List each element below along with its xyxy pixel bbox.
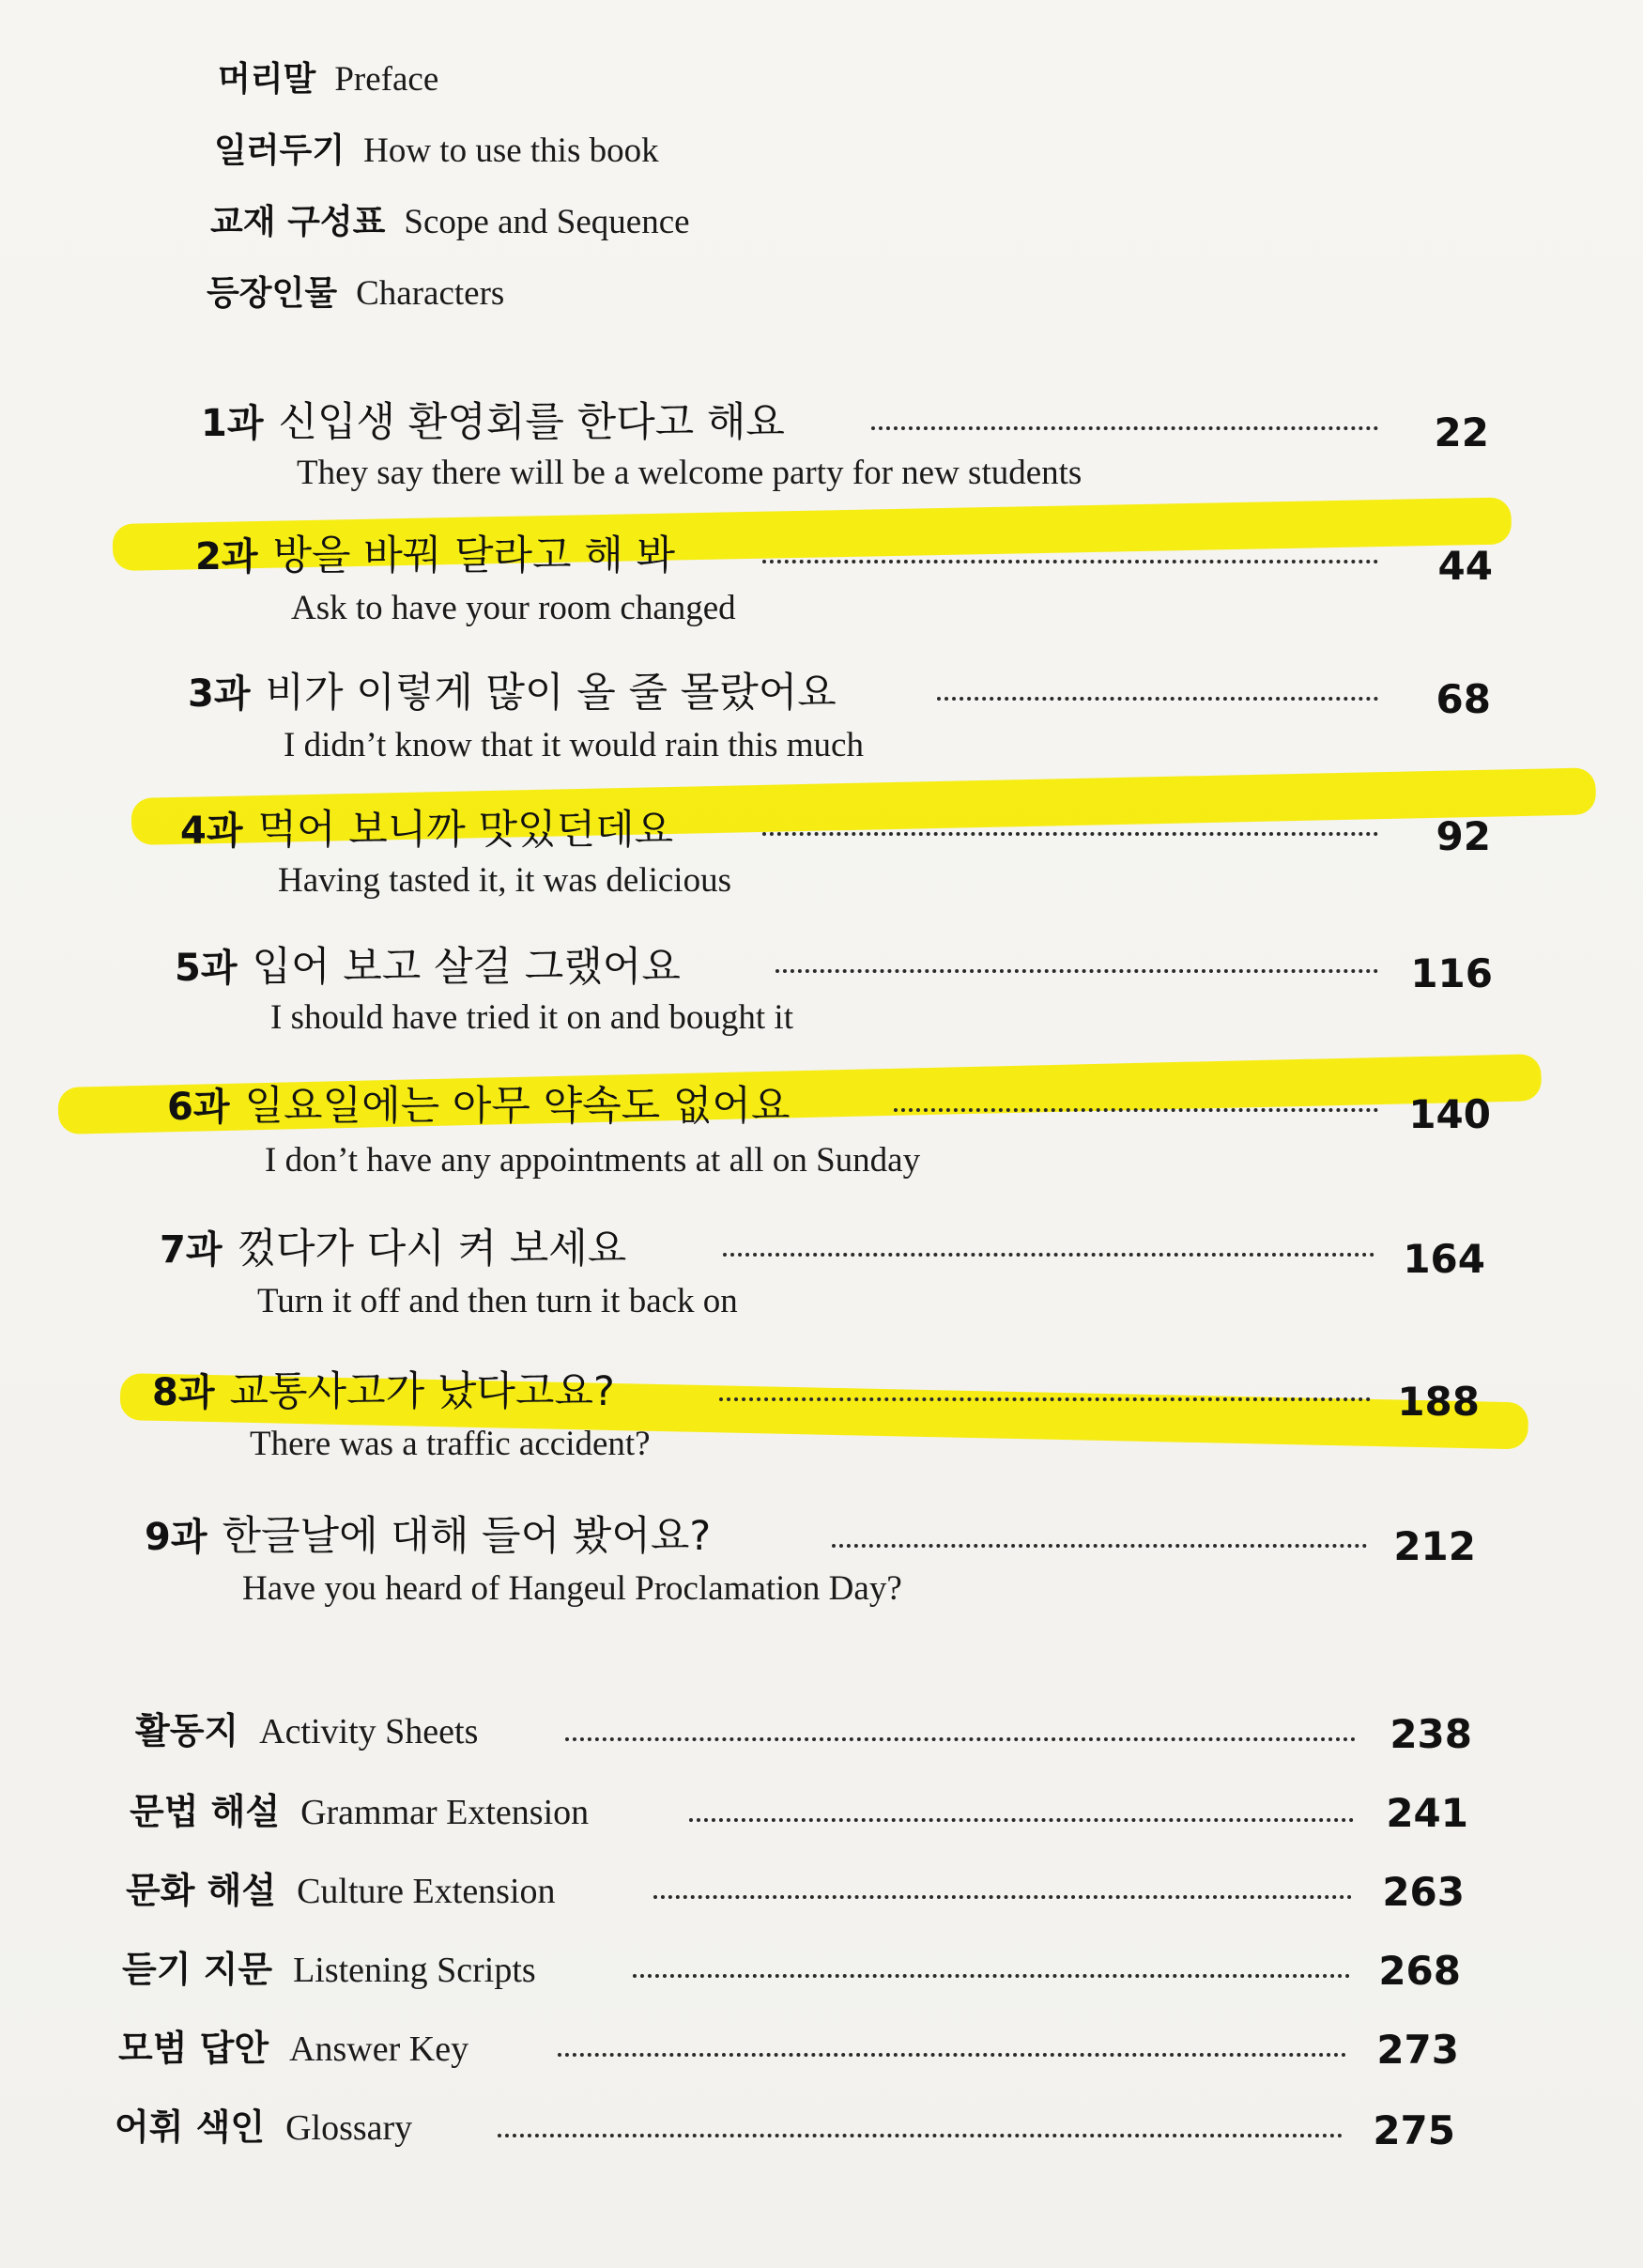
- lesson-page-number: 164: [1403, 1236, 1485, 1282]
- lesson-5[interactable]: [175, 935, 681, 993]
- lesson-8[interactable]: [152, 1360, 615, 1417]
- lesson-number: 7과: [160, 1228, 223, 1272]
- lesson-page-number: 116: [1410, 950, 1493, 996]
- back-item-en: Grammar Extension: [300, 1793, 590, 1832]
- lesson-subtitle: I should have tried it on and bought it: [270, 998, 793, 1037]
- back-item-listening-scripts[interactable]: [122, 1940, 536, 1992]
- front-item-how-to-use[interactable]: [214, 124, 659, 172]
- leader-dots: [894, 1108, 1378, 1112]
- lesson-number: 6과: [167, 1086, 230, 1129]
- back-item-ko: 모범 답안: [118, 2028, 269, 2069]
- back-item-page-number: 241: [1386, 1790, 1468, 1836]
- lesson-subtitle: I don’t have any appointments at all on Sunday: [265, 1141, 921, 1180]
- front-item-ko: 머리말: [218, 60, 316, 99]
- back-item-en: Answer Key: [289, 2029, 469, 2069]
- lesson-3[interactable]: [188, 661, 837, 718]
- back-item-page-number: 275: [1373, 2107, 1455, 2153]
- front-item-en: How to use this book: [363, 131, 659, 170]
- lesson-1[interactable]: [201, 391, 785, 448]
- lesson-page-number: 22: [1434, 409, 1489, 455]
- back-item-en: Listening Scripts: [293, 1951, 536, 1990]
- leader-dots: [689, 1818, 1354, 1822]
- leader-dots: [762, 560, 1378, 563]
- leader-dots: [937, 697, 1378, 701]
- lesson-4[interactable]: [180, 798, 673, 856]
- front-item-en: Preface: [334, 60, 439, 99]
- lesson-subtitle: Turn it off and then turn it back on: [257, 1282, 738, 1320]
- lesson-9[interactable]: [145, 1504, 711, 1562]
- front-item-ko: 교재 구성표: [210, 203, 386, 241]
- back-item-ko: 문화 해설: [126, 1870, 277, 1911]
- back-item-culture-extension[interactable]: [126, 1861, 556, 1913]
- front-item-en: Scope and Sequence: [404, 203, 690, 241]
- leader-dots: [719, 1397, 1371, 1401]
- back-item-page-number: 263: [1382, 1869, 1465, 1915]
- front-item-en: Characters: [356, 274, 505, 313]
- back-item-page-number: 268: [1378, 1948, 1461, 1994]
- back-item-page-number: 273: [1376, 2027, 1459, 2073]
- lesson-7[interactable]: [160, 1217, 626, 1274]
- back-item-ko: 듣기 지문: [122, 1949, 273, 1990]
- lesson-number: 9과: [145, 1516, 207, 1559]
- lesson-number: 8과: [152, 1371, 215, 1414]
- lesson-page-number: 68: [1436, 676, 1491, 722]
- back-item-en: Culture Extension: [297, 1872, 556, 1911]
- back-item-en: Activity Sheets: [259, 1712, 479, 1751]
- back-item-glossary[interactable]: [115, 2098, 412, 2150]
- front-item-ko: 일러두기: [214, 131, 345, 170]
- lesson-2[interactable]: [195, 524, 675, 581]
- lesson-subtitle: There was a traffic accident?: [250, 1425, 651, 1463]
- lesson-number: 2과: [195, 535, 258, 579]
- lesson-title: 일요일에는 아무 약속도 없어요: [244, 1083, 791, 1130]
- lesson-title: 신입생 환영회를 한다고 해요: [278, 399, 785, 446]
- back-item-en: Glossary: [285, 2108, 413, 2148]
- lesson-subtitle: I didn’t know that it would rain this much: [284, 726, 864, 764]
- leader-dots: [565, 1737, 1356, 1741]
- leader-dots: [653, 1895, 1352, 1899]
- lesson-page-number: 188: [1397, 1379, 1480, 1425]
- lesson-number: 3과: [188, 672, 251, 716]
- leader-dots: [723, 1253, 1374, 1257]
- back-item-ko: 문법 해설: [130, 1791, 281, 1832]
- back-item-grammar-extension[interactable]: [130, 1782, 589, 1834]
- lesson-number: 5과: [175, 947, 238, 990]
- leader-dots: [832, 1544, 1367, 1548]
- leader-dots: [633, 1974, 1350, 1978]
- lesson-title: 교통사고가 났다고요?: [229, 1368, 615, 1415]
- leader-dots: [762, 832, 1378, 836]
- lesson-page-number: 92: [1436, 813, 1491, 859]
- back-item-ko: 어휘 색인: [115, 2106, 266, 2148]
- front-item-scope-sequence[interactable]: [210, 195, 690, 243]
- front-item-preface[interactable]: [218, 53, 438, 100]
- lesson-number: 4과: [180, 810, 243, 853]
- lesson-page-number: 140: [1408, 1091, 1491, 1137]
- leader-dots: [871, 426, 1378, 430]
- front-item-characters[interactable]: [207, 267, 504, 315]
- lesson-subtitle: Ask to have your room changed: [291, 589, 736, 627]
- back-item-answer-key[interactable]: [118, 2019, 468, 2071]
- front-item-ko: 등장인물: [207, 274, 338, 313]
- leader-dots: [558, 2053, 1346, 2057]
- back-item-page-number: 238: [1390, 1711, 1472, 1757]
- back-item-ko: 활동지: [135, 1710, 239, 1751]
- lesson-title: 한글날에 대해 들어 봤어요?: [222, 1513, 712, 1560]
- back-item-activity-sheets[interactable]: [135, 1702, 478, 1753]
- lesson-page-number: 44: [1437, 543, 1493, 589]
- lesson-subtitle: They say there will be a welcome party for new students: [297, 454, 1083, 492]
- lesson-title: 방을 바꿔 달라고 해 봐: [272, 532, 675, 579]
- lesson-title: 껐다가 다시 켜 보세요: [237, 1226, 627, 1273]
- leader-dots: [775, 969, 1378, 973]
- lesson-number: 1과: [201, 402, 264, 445]
- lesson-subtitle: Having tasted it, it was delicious: [278, 861, 731, 900]
- lesson-subtitle: Have you heard of Hangeul Proclamation Day?: [242, 1569, 902, 1608]
- lesson-page-number: 212: [1393, 1523, 1476, 1569]
- lesson-title: 비가 이렇게 많이 올 줄 몰랐어요: [265, 670, 837, 717]
- lesson-6[interactable]: [167, 1074, 790, 1132]
- leader-dots: [498, 2134, 1343, 2137]
- lesson-title: 입어 보고 살걸 그랬어요: [252, 944, 681, 991]
- lesson-title: 먹어 보니까 맛있던데요: [257, 807, 674, 854]
